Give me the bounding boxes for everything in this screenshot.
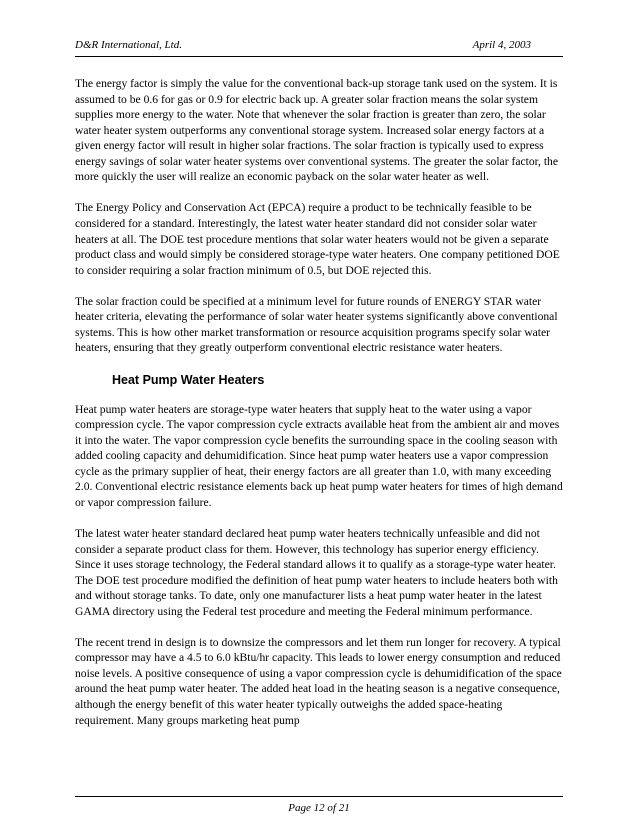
paragraph: The recent trend in design is to downsize the compressors and let them run longer for recovery. A typical compressor may have a 4.5 to 6.0 kBtu/hr capacity. This leads to lower energy consumption and reduced noise levels. A positive consequence of using a vapor compression cycle is dehumidification of the space around the heat pump water heater. The added heat load in the heating season is a negative consequence, although the energy benefit of this water heater typically outweighs the added space-heating requirement. Many groups marketing heat pump — [75, 635, 562, 727]
paragraph: Heat pump water heaters are storage-type water heaters that supply heat to the water using a vapor compression cycle. The vapor compression cycle extracts available heat from the ambient air and moves it into the water. The vapor compression cycle benefits the surrounding space in the cooling season with added cooling capacity and dehumidification. Since heat pump water heaters use a vapor compression cycle as the primary supplier of heat, their energy factors are all greater than 1.0, with many exceeding 2.0. Conventional electric resistance elements back up heat pump water heaters for times of high demand or vapor compression failure. — [75, 402, 563, 509]
paragraph: The energy factor is simply the value for the conventional back-up storage tank used on the system. It is assumed to be 0.6 for gas or 0.9 for electric back up. A greater solar fraction means the solar system supplies more energy to the water. Note that whenever the solar fraction is greater than zero, the solar water heater system outperforms any conventional storage system. Increased solar energy factors at a given energy factor will result in higher solar fractions. The solar fraction is typically used to express energy savings of solar water heater systems over conventional systems. The greater the solar factor, the more quickly the user will realize an economic payback on the solar water heater as well. — [75, 77, 558, 184]
paragraph: The Energy Policy and Conservation Act (EPCA) require a product to be technically feasible to be considered for a standard. Interestingly, the latest water heater standard did not consider solar water heaters at all. The DOE test procedure mentions that solar water heaters would not be given a separate product class and would simply be considered storage-type water heaters. One company petitioned DOE to consider requiring a solar fraction minimum of 0.5, but DOE rejected this. — [75, 201, 560, 277]
paragraph: The latest water heater standard declared heat pump water heaters technically unfeasible and did not consider a separate product class for them. However, this technology has superior energy efficiency. Since it uses storage technology, the Federal standard allows it to qualify as a storage-type water heater. The DOE test procedure modified the definition of heat pump water heaters to include heaters both with and without storage tanks. To date, only one manufacturer lists a heat pump water heater in the latest GAMA directory using the Federal test procedure and meeting the Federal minimum performance. — [75, 526, 558, 618]
page-number: Page 12 of 21 — [288, 802, 350, 814]
header-date: April 4, 2003 — [472, 39, 531, 51]
header-company: D&R International, Ltd. — [75, 39, 182, 51]
footer-rule — [75, 796, 563, 797]
paragraph: The solar fraction could be specified at a minimum level for future rounds of ENERGY STAR water heater criteria, elevating the performance of solar water heater systems significantly above conventional systems. This is how other market transformation or resource acquisition programs specify solar water heaters, ensuring that they greatly outperform conventional electric resistance water heaters. — [75, 294, 558, 355]
page-body — [75, 76, 563, 744]
header-rule — [75, 56, 563, 57]
section-heading: Heat Pump Water Heaters — [112, 372, 265, 387]
